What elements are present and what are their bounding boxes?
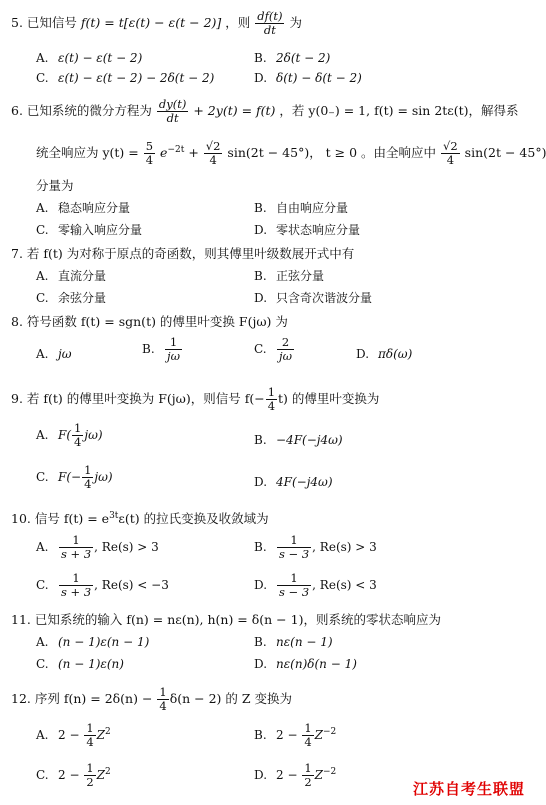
option-7d: D. 只含奇次谐波分量 — [254, 291, 373, 305]
option-11d: D. nε(n)δ(n − 1) — [254, 657, 357, 671]
fraction: $\frac{dy(t)}{dt}$ — [158, 97, 187, 125]
question-6-line2: 统全响应为 y(t) = $\frac{5}{4}$ $e^{-2t}$ + $\frac{√2}{4}$ sin(2t − 45°)， t ≥ 0 。由全响应中 $\frac{√2}{4}$ sin(2t − 45°) — [36, 139, 546, 167]
question-6: 6. 已知系统的微分方程为 $\frac{dy(t)}{dt}$ + 2y(t) = f(t) ，若 y(0₋) = 1, f(t) = sin 2tε(t)，解得系 — [11, 97, 519, 125]
option-8d: D. πδ(ω) — [356, 347, 413, 361]
option-5d: D. δ(t) − δ(t − 2) — [254, 71, 362, 85]
option-6a: A. 稳态响应分量 — [36, 201, 131, 215]
option-7b: B. 正弦分量 — [254, 269, 325, 283]
question-9: 9. 若 f(t) 的傅里叶变换为 F(jω)，则信号 f(− $\frac{1}{4}$ t) 的傅里叶变换为 — [11, 385, 380, 413]
option-10c: C. $\frac{1}{s + 3}$ , Re(s) < −3 — [36, 571, 169, 599]
option-8c: C. $\frac{2}{j\omega}$ — [254, 335, 292, 363]
option-8a: A. jω — [36, 347, 72, 361]
question-6-line3: 分量为 — [36, 178, 74, 193]
watermark: 江苏自考生联盟 — [412, 780, 525, 798]
option-9a: A. F( $\frac{1}{4}$ jω) — [36, 421, 103, 449]
option-11a: A. (n − 1)ε(n − 1) — [36, 635, 150, 649]
option-9c: C. F(− $\frac{1}{4}$ jω) — [36, 463, 113, 491]
option-7c: C. 余弦分量 — [36, 291, 107, 305]
option-10b: B. $\frac{1}{s - 3}$ , Re(s) > 3 — [254, 533, 377, 561]
option-6b: B. 自由响应分量 — [254, 201, 349, 215]
question-12: 12. 序列 f(n) = 2δ(n) − $\frac{1}{4}$ δ(n − 2) 的 Z 变换为 — [11, 685, 293, 713]
question-7: 7. 若 f(t) 为对称于原点的奇函数，则其傅里叶级数展开式中有 — [11, 246, 355, 261]
option-12c: C. 2 − $\frac{1}{2}$ $Z^2$ — [36, 761, 111, 789]
option-9b: B. −4F(−j4ω) — [254, 433, 343, 447]
option-5b: B. 2δ(t − 2) — [254, 51, 331, 65]
option-10d: D. $\frac{1}{s - 3}$ , Re(s) < 3 — [254, 571, 377, 599]
option-8b: B. $\frac{1}{j\omega}$ — [142, 335, 180, 363]
option-6d: D. 零状态响应分量 — [254, 223, 361, 237]
option-9d: D. 4F(−j4ω) — [254, 475, 333, 489]
option-10a: A. $\frac{1}{s + 3}$ , Re(s) > 3 — [36, 533, 159, 561]
option-12b: B. 2 − $\frac{1}{4}$ $Z^{-2}$ — [254, 721, 337, 749]
option-7a: A. 直流分量 — [36, 269, 107, 283]
question-5: 5. 已知信号 f(t) = t[ε(t) − ε(t − 2)] ，则 $\frac{df(t)}{dt}$ 为 — [11, 9, 302, 37]
option-12a: A. 2 − $\frac{1}{4}$ $Z^2$ — [36, 721, 111, 749]
option-5a: A. ε(t) − ε(t − 2) — [36, 51, 143, 65]
option-12d: D. 2 − $\frac{1}{2}$ $Z^{-2}$ — [254, 761, 337, 789]
option-5c: C. ε(t) − ε(t − 2) − 2δ(t − 2) — [36, 71, 215, 85]
option-6c: C. 零输入响应分量 — [36, 223, 143, 237]
question-10: 10. 信号 $f(t) = e^{3t}\varepsilon(t)$ 的拉氏变换及收敛域为 — [11, 511, 269, 527]
fraction: $\frac{df(t)}{dt}$ — [257, 9, 283, 37]
option-11c: C. (n − 1)ε(n) — [36, 657, 124, 671]
option-11b: B. nε(n − 1) — [254, 635, 333, 649]
question-11: 11. 已知系统的输入 f(n) = nε(n), h(n) = δ(n − 1)，则系统的零状态响应为 — [11, 612, 441, 627]
question-8: 8. 符号函数 f(t) = sgn(t) 的傅里叶变换 F(jω) 为 — [11, 314, 288, 329]
